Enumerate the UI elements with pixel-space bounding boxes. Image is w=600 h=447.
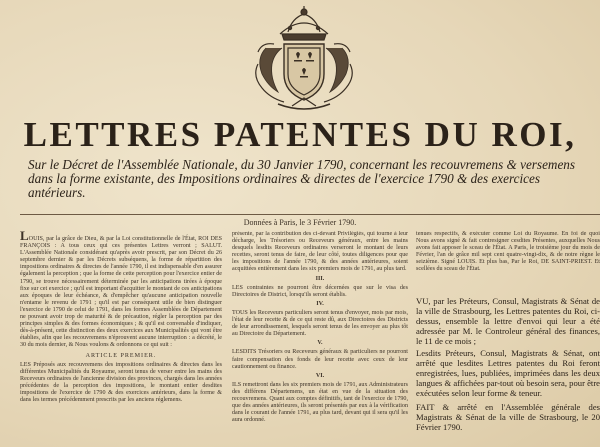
document-title: LETTRES PATENTES DU ROI, bbox=[23, 115, 577, 154]
article-4-numeral: IV. bbox=[316, 300, 324, 307]
text-column-2 bbox=[232, 231, 408, 447]
intro-text: OUIS, par la grâce de Dieu, & par la Loi constitutionnelle de l'État, ROI DES FRANÇOIS : A tous ceux qui ces présentes Lettres verront ; SALUT. L'Assemblée Nationale considérant qu'après avoir prescrit, par son Décret du 26 septembre dernier & par les Décrets subséquens, la forme de répartition des impositions ordinaires & directes de l'année 1790, il est indispensable d'en assurer également la perception ; que la forme de cette perception pour l'exercice entier de 1790, se trouve nécessairement déterminée par les anticipations tirées à époque fixe sur cet exercice ; qu'il est important d'acquitter le montant de ces anticipations aux époques de leur échéance, & d'empêcher qu'aucune anticipation nouvelle n'entame le revenu de 1791 ; qu'il est par conséquent utile de bien distinguer l'exercice de 1790 de celui de 1791, dans les formes Assemblées de Département ne pouvant avoir trop de maturité & de précaution, régler la perception par des principes simples & des formes économiques ; & qu'il est convenable d'indiquer, dès-à-présent, cette distinction des deux exercices aux Municipalités qui vont être établies, afin que les recouvremens n'éprouvent aucune interruption : a décrété, le 30 du mois dernier, & Nous voulons & ordonnons ce qui suit : bbox=[20, 236, 222, 349]
royal-crest-icon bbox=[248, 4, 360, 114]
article-5-text: LESDITS Trésoriers ou Receveurs généraux & particuliers ne pourront faire compensation des fonds de leur recette avec ceux de leur cautionnement ou finance. bbox=[232, 349, 408, 370]
article-6-text: ILS remettront dans les six premiers mois de 1791, aux Administrateurs des différens Départemens, un état en vue de la situation des recouvremens. Quant aux comptes définitifs, tant de l'exercice de 1790, que des années antérieures, ils seront présentés par eux à la vérification dans le courant de l'année 1791, au plus tard, devant qui il sera qu'il les aura ordonné. bbox=[232, 381, 408, 424]
article-2-continued: présente, par la contribution des ci-devant Privilégiés, qui tourne à leur décharge, les Trésoriers ou Receveurs généraux, entre les mains desquels lesdits Receveurs ordinaires verseront le montant de leurs recettes, seront tenus de faire, de leur côté, toutes diligences pour que les impositions de l'année 1790, & des années antérieures, soient acquittées entièrement dans les six premiers mois de 1791, au plus tard. bbox=[232, 231, 408, 273]
registration-signoff: FAIT & arrêté en l'Assemblée générale des Magistrats & Sénat de la ville de Strasbourg, le 20 Février 1790. bbox=[416, 402, 600, 432]
divider-rule bbox=[20, 214, 600, 215]
subtitle-line-2: dans la forme existante, des Impositions ordinaires & directes de l'exercice 1790 & des exercices bbox=[28, 171, 540, 186]
text-column-3 bbox=[416, 231, 600, 287]
document-subtitle bbox=[28, 158, 600, 200]
intro-paragraph bbox=[20, 231, 222, 350]
article-1-text: LES Préposés aux recouvremens des impositions ordinaires & directes dans les différentes Municipalités du Royaume, seront tenus de verser entre les mains des Receveurs ordinaires de l'ancienne division des provinces, chargés dans les années précédentes de la perception des impositions, le montant entier desdites impositions de l'exercice de 1790 & des exercices antérieurs, dans la forme & dans les termes précédemment prescrits par les anciens réglemens. bbox=[20, 361, 222, 404]
text-column-1 bbox=[20, 231, 222, 447]
article-3-numeral: III. bbox=[315, 275, 325, 282]
subtitle-line-3: antérieurs. bbox=[28, 185, 86, 200]
subtitle-line-1: Sur le Décret de l'Assemblée Nationale, du 30 Janvier 1790, concernant les recouvremens & versemens bbox=[28, 157, 576, 172]
article-heading: ARTICLE PREMIER. bbox=[85, 352, 157, 359]
article-5-numeral: V. bbox=[317, 340, 323, 347]
article-4-text: TOUS les Receveurs particuliers seront tenus d'envoyer, mois par mois, l'état de leur recette & de ce qui reste dû, aux Directoires des Districts de leur arrondissement, lesquels seront tenus de les envoyer au plus tôt au Directoire du Département. bbox=[232, 309, 408, 338]
closing-formula: tenues respectifs, & exécuter comme Loi du Royaume. En foi de quoi Nous avons signé & fait contresigner cesdites Présentes, auxquelles Nous avons fait apposer le sceau de l'État. A Paris, le troisième jour du mois de Février, l'an de grâce mil sept cent quatre-vingt-dix, & de notre règne le seizième. Signé LOUIS. Et plus bas, Par le Roi, DE SAINT-PRIEST. Et scellées du sceau de l'État. bbox=[416, 231, 600, 273]
article-3-text: LES contraintes ne pourront être décernées que sur le visa des Directoires de District, lorsqu'ils seront établis. bbox=[232, 284, 408, 298]
drop-cap: L bbox=[20, 231, 29, 243]
article-6-numeral: VI. bbox=[315, 372, 325, 379]
dateline: Données à Paris, le 3 Février 1790. bbox=[243, 218, 357, 227]
registration-column bbox=[416, 296, 600, 447]
registration-paragraph-2: Lesdits Préteurs, Consul, Magistrats & Sénat, ont arrêté que lesdites Lettres patentes du Roi feront enregistrées, lues, publiées, imprimées dans les deux langues & affichées par-tout où besoin sera, pour être exécutées selon leur forme & teneur. bbox=[416, 348, 600, 398]
registration-paragraph-1: VU, par les Préteurs, Consul, Magistrats & Sénat de la ville de Strasbourg, les Lettres patentes du Roi, ci-dessus, ensemble la lettre d'envoi qui leur a été adressée par M. le Controleur général des finances, le 11 de ce mois ; bbox=[416, 296, 600, 346]
